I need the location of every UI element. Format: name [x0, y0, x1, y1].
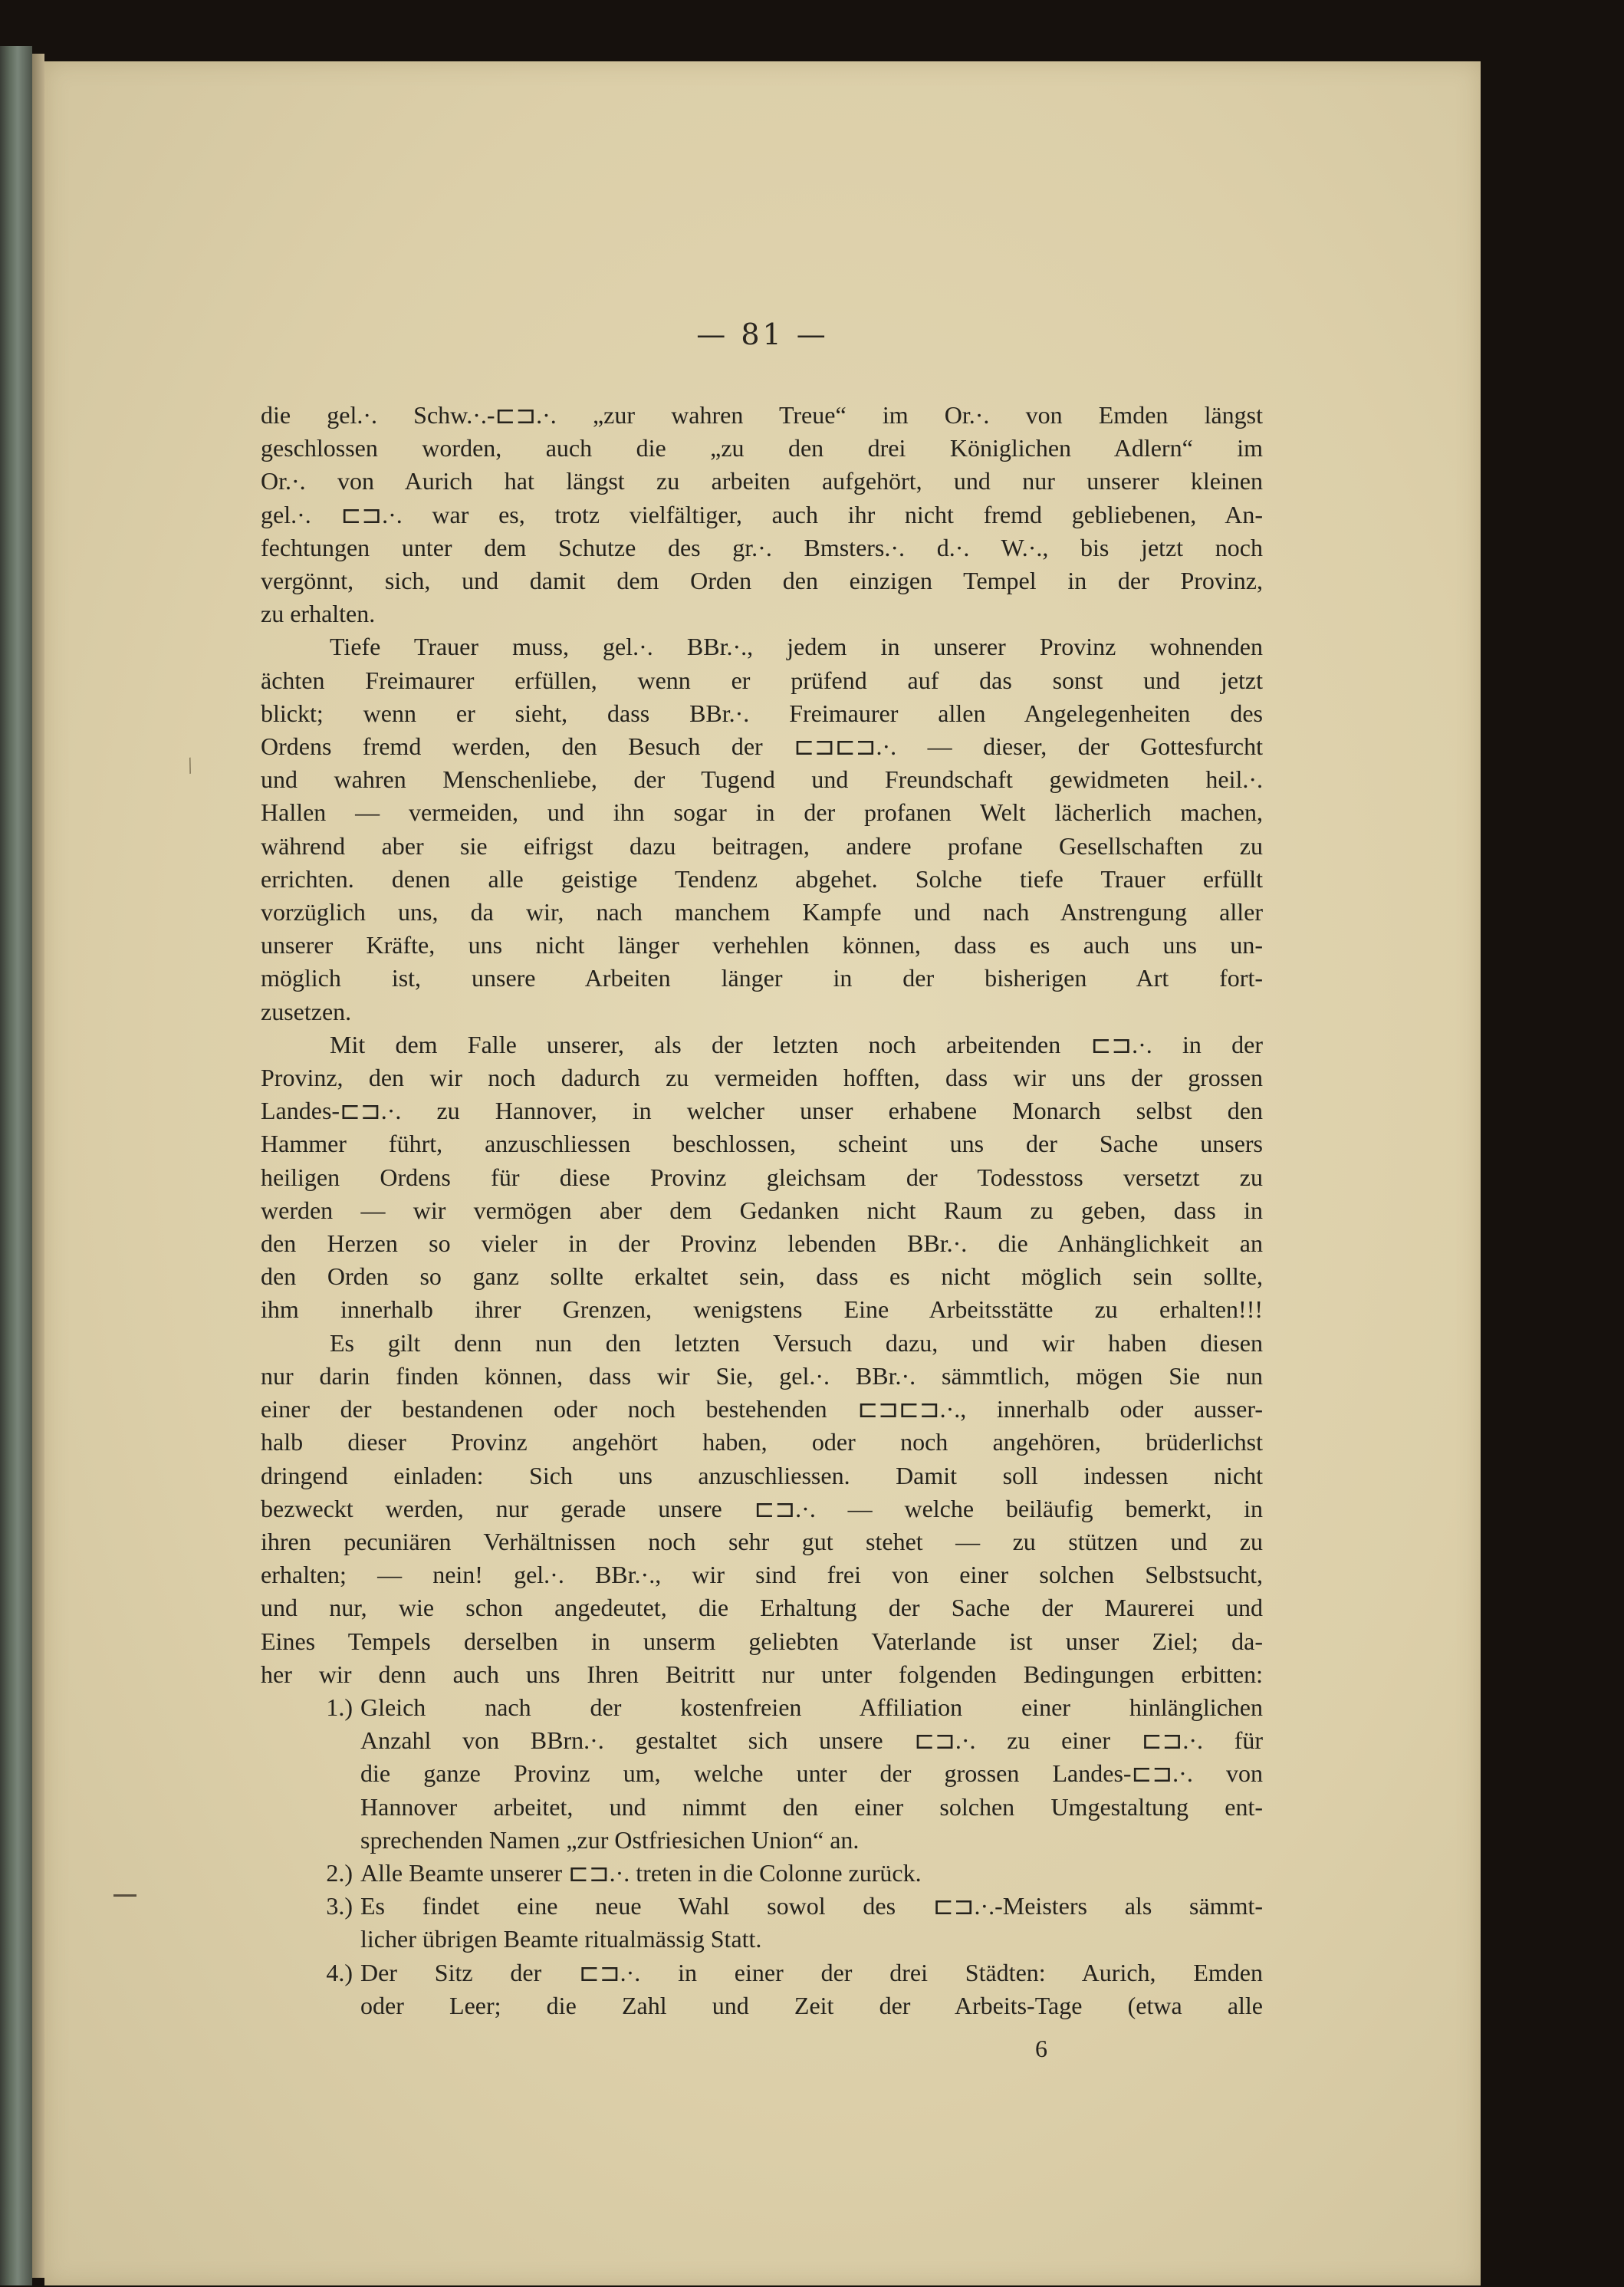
- text-line: den Orden so ganz sollte erkaltet sein, dass es nicht möglich sein sollte,: [261, 1262, 1263, 1291]
- book-binding: [0, 46, 32, 2285]
- paragraph-3: [261, 1028, 1263, 1327]
- text-line: her wir denn auch uns Ihren Beitritt nur unter folgenden Bedingungen erbitten:: [261, 1660, 1263, 1688]
- text-line: Hannover arbeitet, und nimmt den einer solchen Umgestaltung ent-: [360, 1792, 1263, 1821]
- paragraph-4: [261, 1327, 1263, 1691]
- text-line: werden — wir vermögen aber dem Gedanken nicht Raum zu geben, dass in: [261, 1196, 1263, 1224]
- margin-dash-mark: [113, 1894, 136, 1897]
- list-item-number: 3.): [326, 1892, 353, 1920]
- list-item-body: [360, 1890, 1263, 1956]
- text-line: nur darin finden können, dass wir Sie, gel.·. BBr.·. sämmtlich, mögen Sie nun: [261, 1361, 1263, 1390]
- text-line: Tiefe Trauer muss, gel.·. BBr.·., jedem in unserer Provinz wohnenden: [330, 633, 1263, 661]
- text-line: Der Sitz der ⊏⊐.·. in einer der drei Städten: Aurich, Emden: [360, 1958, 1263, 1986]
- text-line: erhalten; — nein! gel.·. BBr.·., wir sind frei von einer solchen Selbstsucht,: [261, 1561, 1263, 1589]
- signature-mark: 6: [1035, 2035, 1047, 2062]
- text-line: einer der bestandenen oder noch bestehenden ⊏⊐⊏⊐.·., innerhalb oder ausser-: [261, 1395, 1263, 1423]
- text-line: Gleich nach der kostenfreien Affiliation einer hinlänglichen: [360, 1693, 1263, 1721]
- list-item-body: [360, 1956, 1263, 2022]
- text-line: Landes-⊏⊐.·. zu Hannover, in welcher unser erhabene Monarch selbst den: [261, 1097, 1263, 1125]
- text-line: Anzahl von BBrn.·. gestaltet sich unsere ⊏⊐.·. zu einer ⊏⊐.·. für: [360, 1726, 1263, 1755]
- text-line: während aber sie eifrigst dazu beitragen, andere profane Gesellschaften zu: [261, 831, 1263, 860]
- list-item: [261, 1956, 1263, 2022]
- text-line: die ganze Provinz um, welche unter der grossen Landes-⊏⊐.·. von: [360, 1759, 1263, 1788]
- text-line: die gel.·. Schw.·.-⊏⊐.·. „zur wahren Treue“ im Or.·. von Emden längst: [261, 401, 1263, 429]
- text-line: Ordens fremd werden, den Besuch der ⊏⊐⊏⊐.·. — dieser, der Gottesfurcht: [261, 732, 1263, 761]
- text-line: unserer Kräfte, uns nicht länger verhehlen können, dass es auch uns un-: [261, 931, 1263, 959]
- text-line: oder Leer; die Zahl und Zeit der Arbeits-Tage (etwa alle: [360, 1991, 1263, 2019]
- text-line: ächten Freimaurer erfüllen, wenn er prüfend auf das sonst und jetzt: [261, 666, 1263, 694]
- list-item-number: 1.): [326, 1693, 353, 1721]
- text-line: licher übrigen Beamte ritualmässig Statt.: [360, 1925, 762, 1953]
- conditions-list: [261, 1691, 1263, 2022]
- text-line: heiligen Ordens für diese Provinz gleichsam der Todesstoss versetzt zu: [261, 1163, 1263, 1191]
- list-item-number: 4.): [326, 1958, 353, 1986]
- text-line: bezweckt werden, nur gerade unsere ⊏⊐.·. — welche beiläufig bemerkt, in: [261, 1494, 1263, 1522]
- list-item: [261, 1857, 1263, 1890]
- paragraph-2: [261, 630, 1263, 1028]
- list-item-body: [360, 1691, 1263, 1857]
- text-line: Provinz, den wir noch dadurch zu vermeiden hofften, dass wir uns der grossen: [261, 1064, 1263, 1092]
- text-line: halb dieser Provinz angehört haben, oder noch angehören, brüderlichst: [261, 1428, 1263, 1456]
- text-line: dringend einladen: Sich uns anzuschliessen. Damit soll indessen nicht: [261, 1461, 1263, 1489]
- text-line: Eines Tempels derselben in unserm geliebten Vaterlande ist unser Ziel; da-: [261, 1627, 1263, 1655]
- page-number-header: — 81 —: [696, 318, 829, 351]
- list-item: [261, 1691, 1263, 1857]
- text-line: vorzüglich uns, da wir, nach manchem Kampfe und nach Anstrengung aller: [261, 898, 1263, 926]
- list-item-body: [360, 1857, 1263, 1890]
- text-line: Hammer führt, anzuschliessen beschlossen, scheint uns der Sache unsers: [261, 1130, 1263, 1158]
- text-line: ihren pecuniären Verhältnissen noch sehr gut stehet — zu stützen und zu: [261, 1527, 1263, 1555]
- page-gutter: [32, 54, 44, 2278]
- text-line: sprechenden Namen „zur Ostfriesichen Union“ an.: [360, 1825, 860, 1854]
- text-line: Mit dem Falle unserer, als der letzten noch arbeitenden ⊏⊐.·. in der: [330, 1030, 1263, 1058]
- page-sheet: [44, 61, 1481, 2285]
- text-line: möglich ist, unsere Arbeiten länger in der bisherigen Art fort-: [261, 964, 1263, 992]
- text-line: den Herzen so vieler in der Provinz lebenden BBr.·. die Anhänglichkeit an: [261, 1229, 1263, 1258]
- margin-pencil-mark: /: [182, 752, 198, 779]
- text-line: zusetzen.: [261, 997, 352, 1025]
- text-line: geschlossen worden, auch die „zu den drei Königlichen Adlern“ im: [261, 434, 1263, 462]
- text-line: und nur, wie schon angedeutet, die Erhaltung der Sache der Maurerei und: [261, 1594, 1263, 1622]
- text-line: ihm innerhalb ihrer Grenzen, wenigstens Eine Arbeitsstätte zu erhalten!!!: [261, 1295, 1263, 1324]
- list-item: [261, 1890, 1263, 1956]
- text-line: zu erhalten.: [261, 600, 376, 628]
- paragraph-1: [261, 399, 1263, 630]
- list-item-number: 2.): [326, 1858, 353, 1887]
- text-line: errichten. denen alle geistige Tendenz abgehet. Solche tiefe Trauer erfüllt: [261, 864, 1263, 893]
- text-line: Es findet eine neue Wahl sowol des ⊏⊐.·.-Meisters als sämmt-: [360, 1892, 1263, 1920]
- text-line: Or.·. von Aurich hat längst zu arbeiten aufgehört, und nur unserer kleinen: [261, 467, 1263, 495]
- text-line: blickt; wenn er sieht, dass BBr.·. Freimaurer allen Angelegenheiten des: [261, 699, 1263, 727]
- text-line: Es gilt denn nun den letzten Versuch dazu, und wir haben diesen: [330, 1328, 1263, 1357]
- text-line: vergönnt, sich, und damit dem Orden den einzigen Tempel in der Provinz,: [261, 567, 1263, 595]
- text-line: gel.·. ⊏⊐.·. war es, trotz vielfältiger, auch ihr nicht fremd gebliebenen, An-: [261, 500, 1263, 528]
- body-text: [261, 399, 1263, 2022]
- text-line: Alle Beamte unserer ⊏⊐.·. treten in die Colonne zurück.: [360, 1858, 922, 1887]
- text-line: Hallen — vermeiden, und ihn sogar in der profanen Welt lächerlich machen,: [261, 798, 1263, 827]
- text-line: und wahren Menschenliebe, der Tugend und Freundschaft gewidmeten heil.·.: [261, 765, 1263, 794]
- text-line: fechtungen unter dem Schutze des gr.·. Bmsters.·. d.·. W.·., bis jetzt noch: [261, 533, 1263, 561]
